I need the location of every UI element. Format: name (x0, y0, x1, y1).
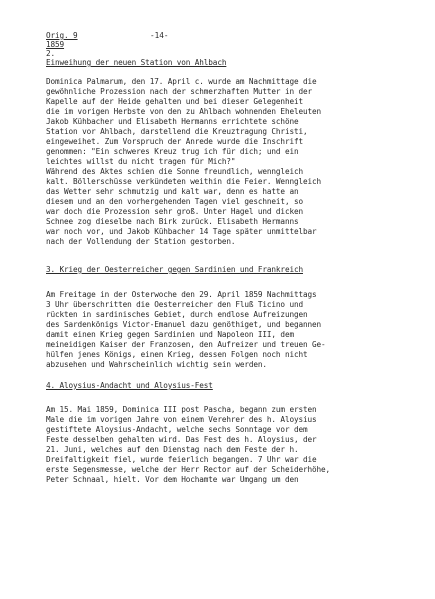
section3-line: Am Freitage in der Osterwoche den 29. April 1859 Nachmittags (46, 290, 317, 299)
section4-line: Am 15. Mai 1859, Dominica III post Pascha, begann zum ersten (46, 405, 317, 414)
section3-line: 3 Uhr überschritten die Oesterreicher den Fluß Ticino und (46, 300, 303, 309)
para1-line: das Wetter sehr schmutzig und kalt war, denn es hatte an (46, 187, 299, 196)
para1-line: Kapelle auf der Heide gehalten und bei dieser Gelegenheit (46, 97, 303, 106)
section3-line: des Sardenkönigs Victor-Emanuel dazu genöthiget, und begannen (46, 320, 322, 329)
section-number: 2. (46, 49, 56, 58)
para1-line: kalt. Böllerschüsse verkündeten weithin die Feier. Wenngleich (46, 177, 322, 186)
para1-line: Jakob Kühbacher und Elisabeth Hermanns errichtete schöne (46, 117, 299, 126)
year-heading: 1859 (46, 40, 65, 49)
para1-line: Dominica Palmarum, den 17. April c. wurde am Nachmittage die (46, 77, 317, 86)
section4-line: 21. Juni, welches auf den Dienstag nach dem Feste der h. (46, 445, 299, 454)
para1-line: Während des Aktes schien die Sonne freundlich, wenngleich (46, 167, 303, 176)
section3-line: abzusehen und Wahrscheinlich wichtig sein werden. (46, 360, 267, 369)
page-number: -14- (150, 31, 169, 40)
section4-line: erste Segensmesse, welche der Herr Rector auf der Scheiderhöhe, (46, 465, 331, 474)
para1-line: die im vorigen Herbste von den zu Ahlbach wohnenden Eheleuten (46, 107, 322, 116)
section4-line: Dreifaltigkeit fiel, wurde feierlich begangen. 7 Uhr war die (46, 455, 317, 464)
section3-line: damit einen Krieg gegen Sardinien und Napoleon III, dem (46, 330, 294, 339)
para1-line: Schnee zog dieselbe nach Birk zurück. Elisabeth Hermanns (46, 217, 299, 226)
section4-line: Male die im vorigen Jahre von einem Verehrer des h. Aloysius (46, 415, 317, 424)
section4-line: Feste desselben gehalten wird. Das Fest des h. Aloysius, der (46, 435, 317, 444)
section-title-2: Einweihung der neuen Station von Ahlbach (46, 58, 227, 67)
para1-line: leichtes willst du nicht tragen für Mich?" (46, 157, 236, 166)
section3-line: hülfen jenes Königs, einen Krieg, dessen Folgen noch nicht (46, 350, 308, 359)
para1-line: diesem und an den vorhergehenden Tagen viel geschneit, so (46, 197, 303, 206)
original-reference: Orig. 9 (46, 31, 78, 40)
section3-line: meineidigen Kaiser der Franzosen, den Aufreizer und treuen Ge- (46, 340, 326, 349)
section4-line: Peter Schnaal, hielt. Vor dem Hochamte war Umgang um den (46, 475, 299, 484)
section-title-4: 4. Aloysius-Andacht und Aloysius-Fest (46, 381, 213, 390)
section-title-3: 3. Krieg der Oesterreicher gegen Sardinien und Frankreich (46, 265, 303, 274)
para1-line: Station vor Ahlbach, darstellend die Kreuztragung Christi, (46, 127, 308, 136)
section3-line: rückten in sardinisches Gebiet, durch endlose Aufreizungen (46, 310, 308, 319)
para1-line: nach der Vollendung der Station gestorben. (46, 237, 236, 246)
para1-line: war doch die Prozession sehr groß. Unter Hagel und dicken (46, 207, 303, 216)
para1-line: war noch vor, und Jakob Kühbacher 14 Tage später unmittelbar (46, 227, 317, 236)
section4-line: gestiftete Aloysius-Andacht, welche sechs Sonntage vor dem (46, 425, 308, 434)
para1-line: genommen: "Ein schweres Kreuz trug ich für dich; und ein (46, 147, 299, 156)
para1-line: gewöhnliche Prozession nach der schmerzhaften Mutter in der (46, 87, 312, 96)
para1-line: eingeweihet. Zum Vorspruch der Anrede wurde die Inschrift (46, 137, 303, 146)
